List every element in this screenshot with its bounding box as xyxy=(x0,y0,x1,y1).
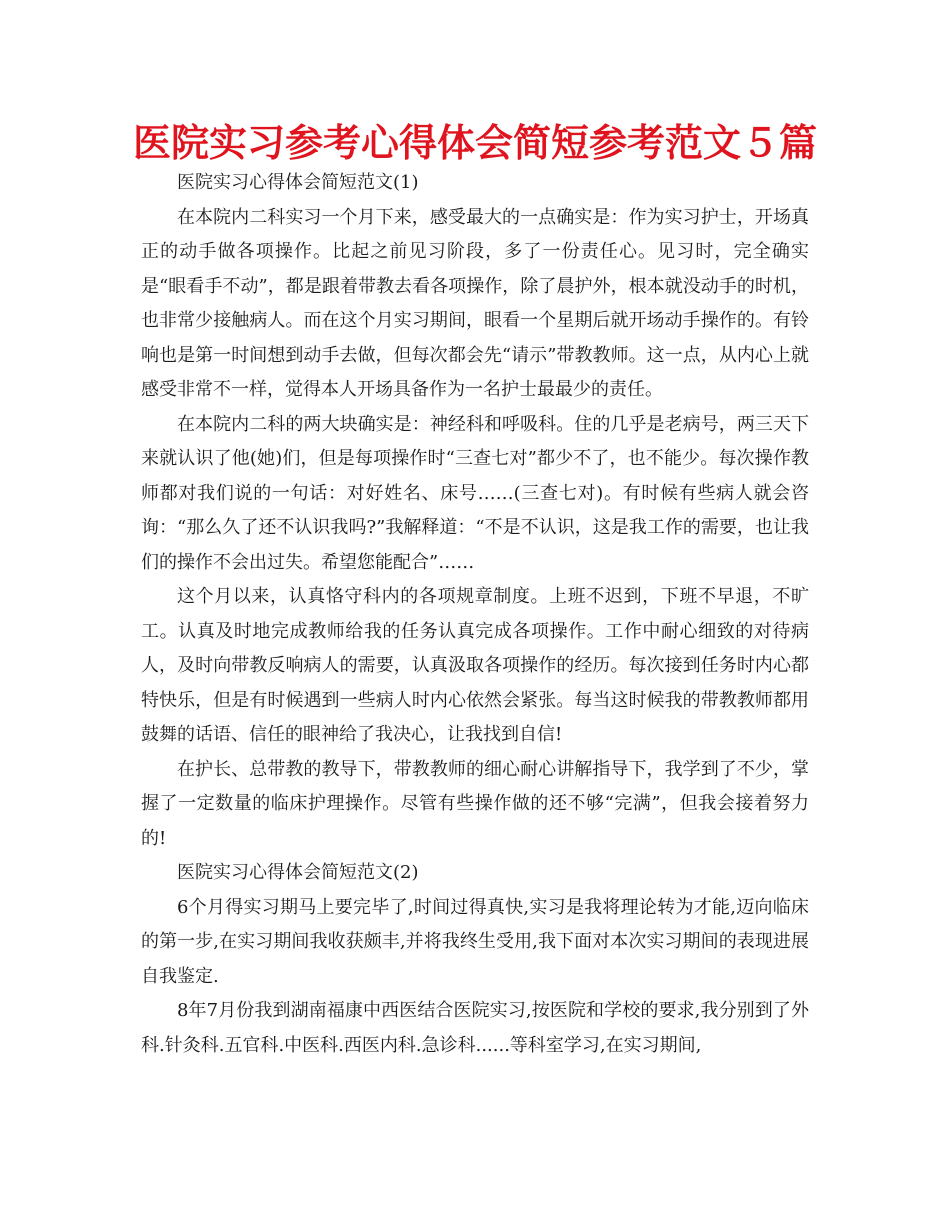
paragraph: 在本院内二科的两大块确实是：神经科和呼吸科。住的几乎是老病号，两三天下来就认识了他(她)们，但是每项操作时“三查七对”都少不了，也不能少。每次操作教师都对我们说的一句话：对好姓名、床号……(三查七对)。有时候有些病人就会咨询：“那么久了还不认识我吗?”我解释道：“不是不认识，这是我工作的需要，也让我们的操作不会出过失。希望您能配合”…… xyxy=(141,413,809,573)
section-heading-1: 医院实习心得体会简短范文(1) xyxy=(177,172,419,193)
paragraph: 6个月得实习期马上要完毕了,时间过得真快,实习是我将理论转为才能,迈向临床的第一步,在实习期间我收获颇丰,并将我终生受用,我下面对本次实习期间的表现进展自我鉴定. xyxy=(141,896,809,987)
paragraph: 在本院内二科实习一个月下来，感受最大的一点确实是：作为实习护士，开场真正的动手做各项操作。比起之前见习阶段，多了一份责任心。见习时，完全确实是“眼看手不动”，都是跟着带教去看各项操作，除了晨护外，根本就没动手的时机，也非常少接触病人。而在这个月实习期间，眼看一个星期后就开场动手操作的。有铃响也是第一时间想到动手去做，但每次都会先“请示”带教教师。这一点，从内心上就感受非常不一样，觉得本人开场具备作为一名护士最最少的责任。 xyxy=(141,206,809,400)
paragraph: 在护长、总带教的教导下，带教教师的细心耐心讲解指导下，我学到了不少，掌握了一定数量的临床护理操作。尽管有些操作做的还不够“完满”，但我会接着努力的! xyxy=(141,758,809,849)
document-body xyxy=(141,166,809,1063)
section-heading-2: 医院实习心得体会简短范文(2) xyxy=(177,862,419,883)
document-title: 医院实习参考心得体会简短参考范文５篇 xyxy=(132,121,817,165)
paragraph: 8年7月份我到湖南福康中西医结合医院实习,按医院和学校的要求,我分别到了外科.针灸科.五官科.中医科.西医内科.急诊科......等科室学习,在实习期间, xyxy=(141,1000,809,1056)
paragraph: 这个月以来，认真恪守科内的各项规章制度。上班不迟到，下班不早退，不旷工。认真及时地完成教师给我的任务认真完成各项操作。工作中耐心细致的对待病人，及时向带教反响病人的需要，认真汲取各项操作的经历。每次接到任务时内心都特快乐，但是有时候遇到一些病人时内心依然会紧张。每当这时候我的带教教师都用鼓舞的话语、信任的眼神给了我决心，让我找到自信! xyxy=(141,586,809,745)
